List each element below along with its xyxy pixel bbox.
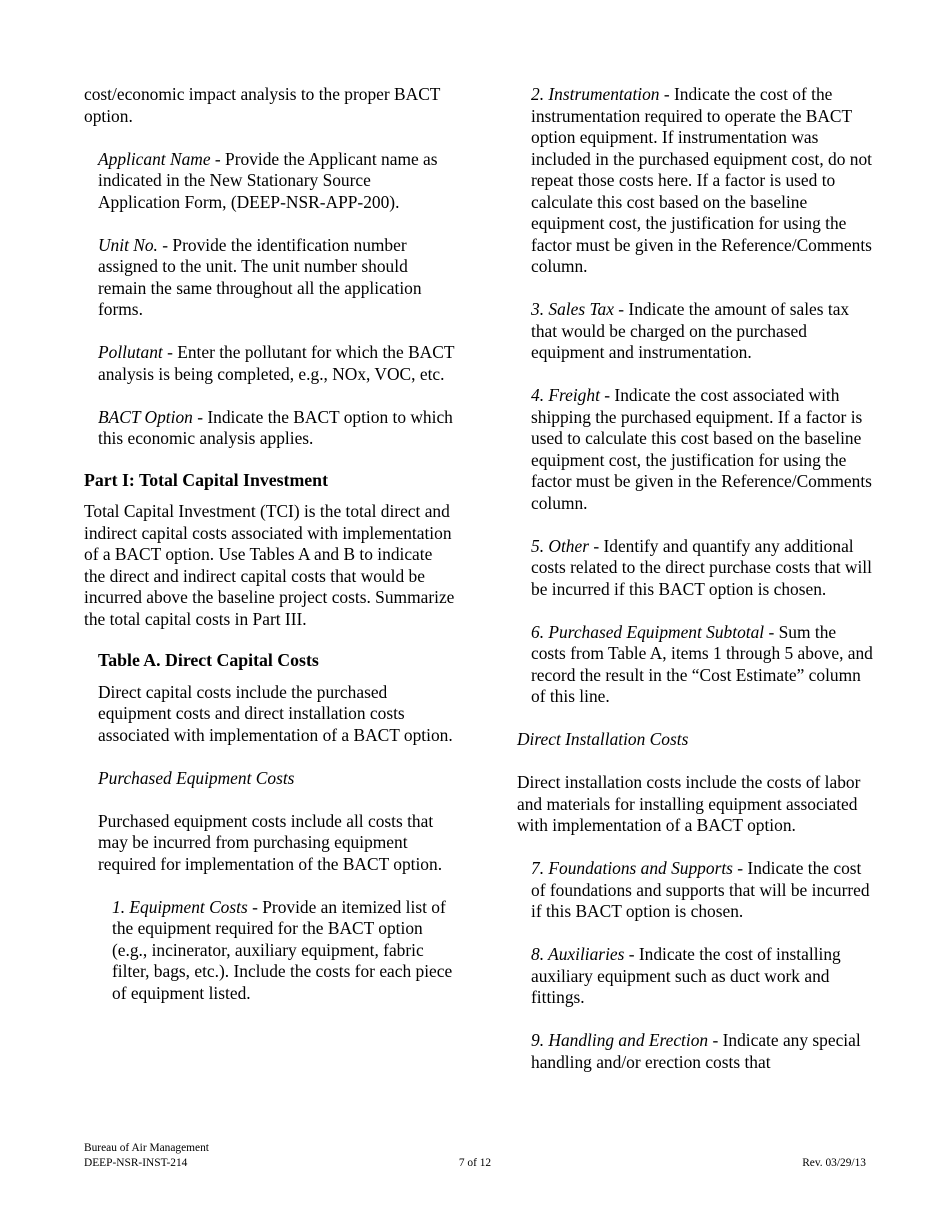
field-text: - Provide the Applicant name as indicated in the New Stationary Source Application Form, (DEEP-NSR-APP-200). xyxy=(98,148,438,212)
item-text: - Indicate the cost of foundations and supports that will be incurred if this BACT option is chosen. xyxy=(531,858,870,921)
field-term: Pollutant xyxy=(98,342,163,362)
item-term: 5. Other xyxy=(531,535,589,556)
item-text: - Identify and quantify any additional costs related to the direct purchase costs that will be incurred if this BACT option is chosen. xyxy=(531,535,872,599)
field-unit-no xyxy=(98,235,456,321)
item-term: 3. Sales Tax xyxy=(531,299,614,319)
table-a-heading: Table A. Direct Capital Costs xyxy=(98,650,319,670)
field-text: - Provide the identification number assigned to the unit. The unit number should remain the same throughout all the application forms. xyxy=(98,234,422,319)
item-text: - Indicate the cost of the instrumentation required to operate the BACT option equipment. If instrumentation was included in the purchased equipment cost, do not repeat those costs here. If a factor is used to calculate this cost based on the baseline equipment cost, the justification for using the factor must be given in the Reference/Comments column. xyxy=(531,84,872,276)
item-term: 6. Purchased Equipment Subtotal xyxy=(531,621,765,642)
item-term: 1. Equipment Costs xyxy=(112,896,248,917)
item-auxiliaries xyxy=(531,944,873,1009)
field-bact-option xyxy=(98,407,456,450)
item-term: 4. Freight xyxy=(531,385,600,405)
right-column xyxy=(517,84,873,1095)
item-term: 8. Auxiliaries xyxy=(531,944,625,964)
field-text: - Indicate the BACT option to which this economic analysis applies. xyxy=(98,406,453,448)
footer-agency: Bureau of Air Management xyxy=(84,1142,209,1154)
footer-page-number: 7 of 12 xyxy=(458,1157,492,1169)
item-text: - Indicate the cost associated with shipping the purchased equipment. If a factor is used to calculate this cost based on the baseline equipment cost, the justification for using the factor must be given in the Reference/Comments column. xyxy=(531,385,872,513)
field-term: BACT Option xyxy=(98,406,193,427)
field-pollutant xyxy=(98,342,456,385)
item-term: 9. Handling and Erection xyxy=(531,1030,709,1050)
item-term: 7. Foundations and Supports xyxy=(531,858,733,878)
direct-installation-heading: Direct Installation Costs xyxy=(517,729,689,749)
item-freight xyxy=(531,385,873,514)
left-column xyxy=(84,84,456,1026)
footer-revision: Rev. 03/29/13 xyxy=(802,1157,866,1169)
purchased-equipment-text: Purchased equipment costs include all costs that may be incurred from purchasing equipment required for implementation of the BACT option. xyxy=(98,810,443,874)
item-text: - Provide an itemized list of the equipment required for the BACT option (e.g., incinerator, auxiliary equipment, fabric filter, bags, etc.). Include the costs for each piece of equipment listed. xyxy=(112,896,453,1003)
table-a-text: Direct capital costs include the purchased equipment costs and direct installation costs associated with implementation of a BACT option. xyxy=(98,681,453,745)
part1-text: Total Capital Investment (TCI) is the total direct and indirect capital costs associated with implementation of a BACT option. Use Tables A and B to indicate the direct and indirect capital costs that would be incurred above the baseline project costs. Summarize the total capital costs in Part III. xyxy=(84,501,455,629)
item-handling-erection xyxy=(531,1030,873,1073)
item-text: - Indicate any special handling and/or erection costs that xyxy=(531,1030,861,1072)
field-applicant-name xyxy=(98,149,456,214)
intro-text: cost/economic impact analysis to the proper BACT option. xyxy=(84,84,441,126)
part1-heading: Part I: Total Capital Investment xyxy=(84,469,328,490)
item-purchased-equipment-subtotal xyxy=(531,622,873,708)
field-term: Applicant Name xyxy=(98,148,211,169)
item-equipment-costs xyxy=(112,897,456,1005)
item-text: - Sum the costs from Table A, items 1 through 5 above, and record the result in the “Cost Estimate” column of this line. xyxy=(531,621,873,706)
item-other xyxy=(531,536,873,601)
item-instrumentation xyxy=(531,84,873,278)
field-text: - Enter the pollutant for which the BACT analysis is being completed, e.g., NOx, VOC, etc. xyxy=(98,342,455,384)
direct-installation-text: Direct installation costs include the costs of labor and materials for installing equipment associated with implementation of a BACT option. xyxy=(517,772,861,835)
item-term: 2. Instrumentation xyxy=(531,84,660,104)
item-text: - Indicate the amount of sales tax that would be charged on the purchased equipment and instrumentation. xyxy=(531,299,850,362)
field-term: Unit No. xyxy=(98,234,158,255)
item-sales-tax xyxy=(531,299,873,364)
item-foundations-supports xyxy=(531,858,873,923)
purchased-equipment-heading: Purchased Equipment Costs xyxy=(98,767,295,788)
footer-doc-id: DEEP-NSR-INST-214 xyxy=(84,1157,188,1169)
item-text: - Indicate the cost of installing auxiliary equipment such as duct work and fittings. xyxy=(531,944,841,1007)
